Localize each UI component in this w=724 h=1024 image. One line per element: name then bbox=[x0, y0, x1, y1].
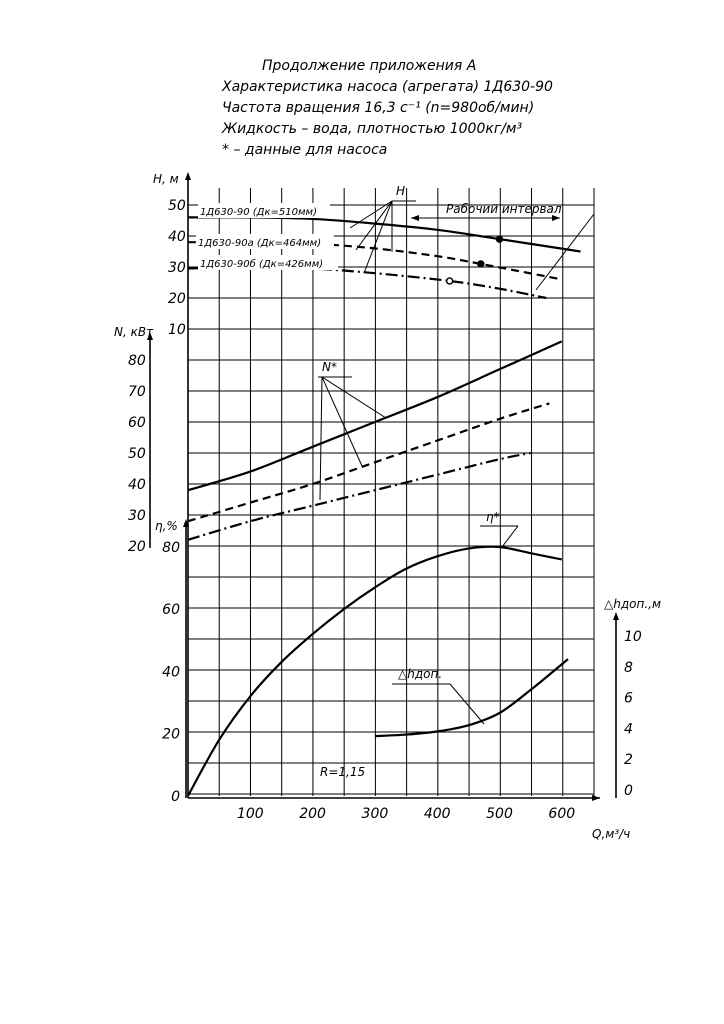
eta-tick-label: 40 bbox=[162, 664, 180, 681]
h-tick-label: 30 bbox=[168, 260, 186, 276]
label-r: R=1,15 bbox=[320, 765, 366, 779]
series-line-n2 bbox=[188, 403, 549, 521]
dh-tick-label: 0 bbox=[624, 783, 633, 799]
operating-point-marker bbox=[447, 278, 453, 284]
q-axis-arrow bbox=[592, 795, 600, 801]
interval-leader-line bbox=[536, 214, 594, 290]
header-line-2: Характеристика насоса (агрегата) 1Д630-90 bbox=[222, 79, 553, 95]
eta-tick-label: 0 bbox=[171, 788, 180, 805]
eta-axis-label: η,% bbox=[155, 519, 178, 533]
eta-leader-line bbox=[502, 526, 518, 547]
dh-tick-label: 4 bbox=[624, 721, 633, 738]
h-tick-label: 10 bbox=[168, 322, 186, 338]
dh-tick-label: 8 bbox=[624, 659, 633, 676]
series-line-n3 bbox=[188, 453, 531, 540]
label-h-510: 1Д630-90 (Дк=510мм) bbox=[200, 207, 317, 218]
n-tick-label: 70 bbox=[128, 384, 146, 400]
q-tick-label: 100 bbox=[236, 806, 264, 822]
eta-tick-label: 60 bbox=[162, 602, 180, 619]
label-h-426: 1Д630-90б (Дк=426мм) bbox=[200, 259, 324, 270]
q-tick-label: 400 bbox=[423, 806, 451, 822]
h-tick-label: 20 bbox=[168, 291, 186, 307]
dh-leader-line bbox=[450, 684, 484, 724]
dh-tick-label: 2 bbox=[624, 752, 633, 769]
label-working-interval: Рабочий интервал bbox=[446, 202, 562, 216]
n-tick-label: 80 bbox=[128, 353, 146, 369]
header-line-5: * – данные для насоса bbox=[222, 142, 388, 158]
eta-tick-label: 80 bbox=[162, 540, 180, 556]
h-axis-label: Н, м bbox=[153, 172, 179, 186]
q-tick-label: 300 bbox=[361, 806, 389, 822]
h-tick-label: 40 bbox=[168, 229, 186, 245]
header-line-4: Жидкость – вода, плотностью 1000кг/м³ bbox=[222, 121, 523, 137]
operating-point-marker bbox=[478, 261, 484, 267]
header-line-1: Продолжение приложения А bbox=[262, 58, 477, 74]
dh-axis-arrow bbox=[613, 612, 619, 620]
operating-point-marker bbox=[497, 236, 503, 242]
q-tick-label: 500 bbox=[486, 806, 513, 822]
h-axis-arrow bbox=[185, 172, 191, 180]
series-line-h3 bbox=[188, 267, 546, 298]
h-tick-label: 50 bbox=[168, 198, 186, 214]
header-line-3: Частота вращения 16,3 с⁻¹ (n=980об/мин) bbox=[222, 100, 535, 116]
q-axis-label: Q,м³/ч bbox=[592, 827, 631, 841]
eta-tick-label: 20 bbox=[162, 726, 180, 743]
q-tick-label: 600 bbox=[548, 806, 576, 822]
h-leader-line bbox=[364, 201, 392, 273]
dh-tick-label: 10 bbox=[624, 629, 642, 645]
dh-tick-label: 6 bbox=[624, 690, 633, 707]
n-tick-label: 40 bbox=[128, 477, 146, 493]
n-leader-line bbox=[320, 377, 322, 500]
n-axis-label: N, кВт bbox=[114, 325, 154, 339]
label-n: N* bbox=[322, 360, 337, 374]
n-tick-label: 60 bbox=[128, 415, 146, 431]
interval-arrow-left bbox=[411, 215, 419, 221]
label-eta: η* bbox=[486, 510, 500, 524]
label-h: Н bbox=[396, 184, 406, 198]
n-tick-label: 20 bbox=[128, 539, 146, 555]
label-dh: △hдоп. bbox=[398, 667, 443, 681]
q-tick-label: 200 bbox=[299, 806, 326, 822]
dh-axis-label: △hдоп.,м bbox=[604, 597, 661, 611]
n-tick-label: 50 bbox=[128, 446, 146, 462]
label-h-464: 1Д630-90а (Дк=464мм) bbox=[198, 238, 322, 249]
n-tick-label: 30 bbox=[128, 508, 146, 524]
